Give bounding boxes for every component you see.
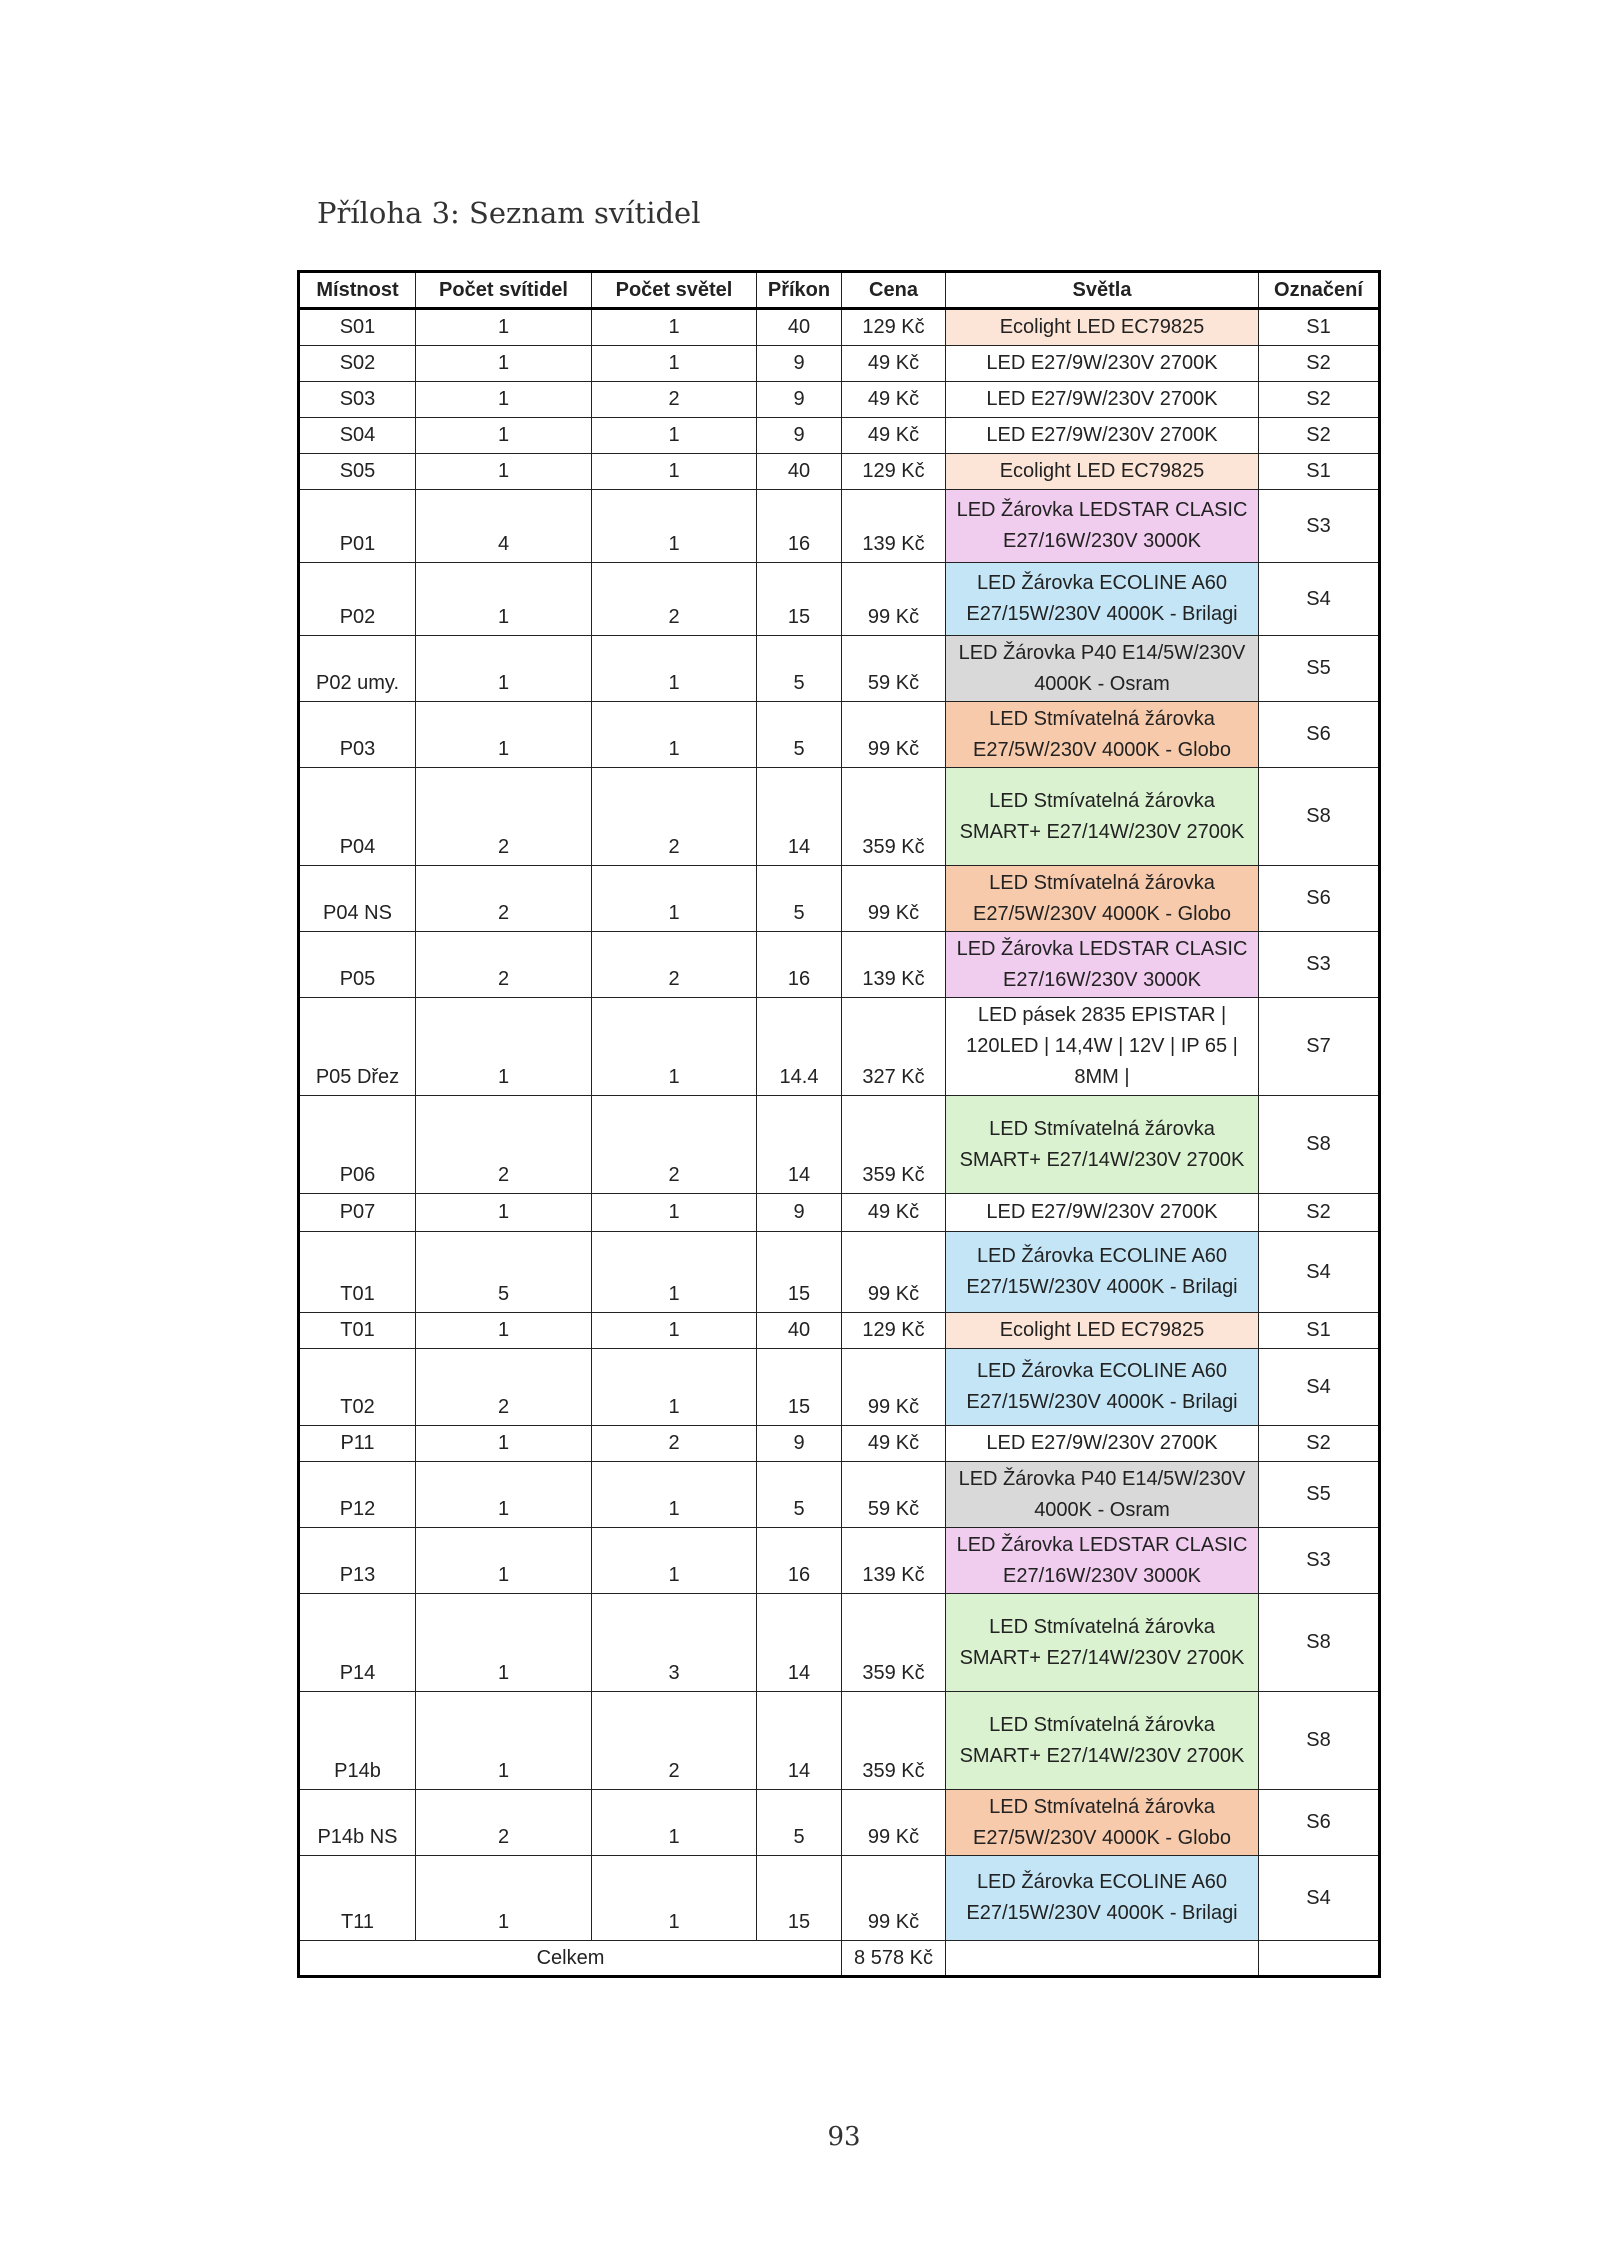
light-type-cell: LED Stmívatelná žárovka E27/5W/230V 4000K - Globo xyxy=(946,702,1259,768)
light-type-cell: LED Žárovka ECOLINE A60 E27/15W/230V 4000K - Brilagi xyxy=(946,1856,1259,1941)
room-cell: P06 xyxy=(299,1096,416,1194)
power-cell: 9 xyxy=(757,1426,842,1462)
designation-cell: S2 xyxy=(1259,346,1380,382)
fixtures-cell: 1 xyxy=(416,1856,592,1941)
lights-cell: 1 xyxy=(592,1232,757,1313)
power-cell: 14 xyxy=(757,1594,842,1692)
designation-cell: S1 xyxy=(1259,454,1380,490)
room-cell: P13 xyxy=(299,1528,416,1594)
price-cell: 59 Kč xyxy=(842,636,946,702)
room-cell: P14b NS xyxy=(299,1790,416,1856)
table-row xyxy=(299,636,1380,702)
room-cell: P05 xyxy=(299,932,416,998)
price-cell: 139 Kč xyxy=(842,490,946,563)
price-cell: 99 Kč xyxy=(842,1856,946,1941)
fixtures-cell: 1 xyxy=(416,1594,592,1692)
price-cell: 49 Kč xyxy=(842,346,946,382)
room-cell: S03 xyxy=(299,382,416,418)
light-type-cell: LED Žárovka LEDSTAR CLASIC E27/16W/230V 3000K xyxy=(946,1528,1259,1594)
table-row xyxy=(299,1462,1380,1528)
light-type-cell: Ecolight LED EC79825 xyxy=(946,309,1259,346)
lights-cell: 1 xyxy=(592,1194,757,1232)
fixtures-cell: 1 xyxy=(416,382,592,418)
lights-cell: 3 xyxy=(592,1594,757,1692)
light-type-cell: LED Žárovka ECOLINE A60 E27/15W/230V 4000K - Brilagi xyxy=(946,1232,1259,1313)
header-fixtures: Počet svítidel xyxy=(416,272,592,309)
room-cell: P05 Dřez xyxy=(299,998,416,1096)
total-row xyxy=(299,1941,1380,1977)
luminaire-table xyxy=(297,270,1381,1978)
power-cell: 5 xyxy=(757,636,842,702)
price-cell: 99 Kč xyxy=(842,1349,946,1426)
lights-cell: 1 xyxy=(592,1528,757,1594)
power-cell: 40 xyxy=(757,309,842,346)
table-row xyxy=(299,346,1380,382)
price-cell: 99 Kč xyxy=(842,563,946,636)
designation-cell: S1 xyxy=(1259,1313,1380,1349)
table-row xyxy=(299,490,1380,563)
fixtures-cell: 1 xyxy=(416,309,592,346)
light-type-cell: LED E27/9W/230V 2700K xyxy=(946,382,1259,418)
designation-cell: S2 xyxy=(1259,1426,1380,1462)
light-type-cell: Ecolight LED EC79825 xyxy=(946,454,1259,490)
light-type-cell: LED Stmívatelná žárovka E27/5W/230V 4000K - Globo xyxy=(946,866,1259,932)
table-row xyxy=(299,1349,1380,1426)
designation-cell: S8 xyxy=(1259,1692,1380,1790)
fixtures-cell: 1 xyxy=(416,1426,592,1462)
total-empty xyxy=(946,1941,1259,1977)
price-cell: 129 Kč xyxy=(842,1313,946,1349)
lights-cell: 2 xyxy=(592,563,757,636)
room-cell: P01 xyxy=(299,490,416,563)
room-cell: S02 xyxy=(299,346,416,382)
fixtures-cell: 1 xyxy=(416,998,592,1096)
light-type-cell: LED Žárovka LEDSTAR CLASIC E27/16W/230V 3000K xyxy=(946,932,1259,998)
lights-cell: 2 xyxy=(592,1096,757,1194)
price-cell: 59 Kč xyxy=(842,1462,946,1528)
designation-cell: S4 xyxy=(1259,563,1380,636)
fixtures-cell: 1 xyxy=(416,636,592,702)
table-row xyxy=(299,768,1380,866)
lights-cell: 1 xyxy=(592,1462,757,1528)
designation-cell: S7 xyxy=(1259,998,1380,1096)
lights-cell: 2 xyxy=(592,1426,757,1462)
lights-cell: 1 xyxy=(592,346,757,382)
room-cell: P03 xyxy=(299,702,416,768)
designation-cell: S6 xyxy=(1259,1790,1380,1856)
room-cell: S01 xyxy=(299,309,416,346)
lights-cell: 1 xyxy=(592,636,757,702)
power-cell: 16 xyxy=(757,932,842,998)
price-cell: 99 Kč xyxy=(842,1790,946,1856)
lights-cell: 1 xyxy=(592,998,757,1096)
lights-cell: 1 xyxy=(592,454,757,490)
fixtures-cell: 1 xyxy=(416,346,592,382)
fixtures-cell: 2 xyxy=(416,932,592,998)
room-cell: P07 xyxy=(299,1194,416,1232)
power-cell: 16 xyxy=(757,1528,842,1594)
fixtures-cell: 2 xyxy=(416,866,592,932)
room-cell: P02 umy. xyxy=(299,636,416,702)
designation-cell: S8 xyxy=(1259,1096,1380,1194)
power-cell: 15 xyxy=(757,563,842,636)
lights-cell: 1 xyxy=(592,418,757,454)
designation-cell: S3 xyxy=(1259,1528,1380,1594)
room-cell: P04 xyxy=(299,768,416,866)
lights-cell: 1 xyxy=(592,866,757,932)
lights-cell: 2 xyxy=(592,768,757,866)
light-type-cell: LED Žárovka P40 E14/5W/230V 4000K - Osram xyxy=(946,1462,1259,1528)
fixtures-cell: 1 xyxy=(416,1194,592,1232)
fixtures-cell: 2 xyxy=(416,1349,592,1426)
price-cell: 99 Kč xyxy=(842,1232,946,1313)
table-row xyxy=(299,866,1380,932)
room-cell: P04 NS xyxy=(299,866,416,932)
power-cell: 9 xyxy=(757,1194,842,1232)
light-type-cell: LED Stmívatelná žárovka E27/5W/230V 4000K - Globo xyxy=(946,1790,1259,1856)
price-cell: 49 Kč xyxy=(842,1426,946,1462)
designation-cell: S6 xyxy=(1259,866,1380,932)
power-cell: 14.4 xyxy=(757,998,842,1096)
room-cell: P11 xyxy=(299,1426,416,1462)
light-type-cell: LED Stmívatelná žárovka SMART+ E27/14W/230V 2700K xyxy=(946,1594,1259,1692)
designation-cell: S5 xyxy=(1259,1462,1380,1528)
fixtures-cell: 4 xyxy=(416,490,592,563)
power-cell: 9 xyxy=(757,382,842,418)
fixtures-cell: 1 xyxy=(416,454,592,490)
light-type-cell: LED Žárovka P40 E14/5W/230V 4000K - Osram xyxy=(946,636,1259,702)
header-light-type: Světla xyxy=(946,272,1259,309)
header-price: Cena xyxy=(842,272,946,309)
power-cell: 9 xyxy=(757,346,842,382)
designation-cell: S8 xyxy=(1259,768,1380,866)
light-type-cell: LED Stmívatelná žárovka SMART+ E27/14W/230V 2700K xyxy=(946,1096,1259,1194)
power-cell: 5 xyxy=(757,702,842,768)
lights-cell: 2 xyxy=(592,1692,757,1790)
table-row xyxy=(299,998,1380,1096)
designation-cell: S2 xyxy=(1259,382,1380,418)
price-cell: 359 Kč xyxy=(842,1096,946,1194)
price-cell: 99 Kč xyxy=(842,866,946,932)
lights-cell: 2 xyxy=(592,382,757,418)
designation-cell: S3 xyxy=(1259,932,1380,998)
fixtures-cell: 2 xyxy=(416,768,592,866)
total-empty xyxy=(1259,1941,1380,1977)
power-cell: 5 xyxy=(757,1790,842,1856)
table-row xyxy=(299,1528,1380,1594)
total-price: 8 578 Kč xyxy=(842,1941,946,1977)
light-type-cell: LED Stmívatelná žárovka SMART+ E27/14W/230V 2700K xyxy=(946,768,1259,866)
power-cell: 14 xyxy=(757,1096,842,1194)
designation-cell: S5 xyxy=(1259,636,1380,702)
price-cell: 359 Kč xyxy=(842,1692,946,1790)
designation-cell: S4 xyxy=(1259,1349,1380,1426)
table-row xyxy=(299,1194,1380,1232)
power-cell: 5 xyxy=(757,866,842,932)
light-type-cell: LED pásek 2835 EPISTAR | 120LED | 14,4W | 12V | IP 65 | 8MM | xyxy=(946,998,1259,1096)
page-title: Příloha 3: Seznam svítidel xyxy=(317,196,701,230)
table-row xyxy=(299,454,1380,490)
power-cell: 5 xyxy=(757,1462,842,1528)
fixtures-cell: 2 xyxy=(416,1096,592,1194)
price-cell: 327 Kč xyxy=(842,998,946,1096)
table-row xyxy=(299,932,1380,998)
price-cell: 359 Kč xyxy=(842,1594,946,1692)
table-row xyxy=(299,1692,1380,1790)
power-cell: 40 xyxy=(757,1313,842,1349)
lights-cell: 2 xyxy=(592,932,757,998)
table-row xyxy=(299,563,1380,636)
header-designation: Označení xyxy=(1259,272,1380,309)
light-type-cell: LED Žárovka ECOLINE A60 E27/15W/230V 4000K - Brilagi xyxy=(946,563,1259,636)
light-type-cell: LED E27/9W/230V 2700K xyxy=(946,346,1259,382)
room-cell: P02 xyxy=(299,563,416,636)
light-type-cell: Ecolight LED EC79825 xyxy=(946,1313,1259,1349)
price-cell: 49 Kč xyxy=(842,382,946,418)
lights-cell: 1 xyxy=(592,702,757,768)
room-cell: P14b xyxy=(299,1692,416,1790)
light-type-cell: LED E27/9W/230V 2700K xyxy=(946,418,1259,454)
power-cell: 14 xyxy=(757,1692,842,1790)
table-row xyxy=(299,1856,1380,1941)
light-type-cell: LED E27/9W/230V 2700K xyxy=(946,1426,1259,1462)
fixtures-cell: 1 xyxy=(416,1692,592,1790)
room-cell: S04 xyxy=(299,418,416,454)
fixtures-cell: 1 xyxy=(416,1462,592,1528)
price-cell: 49 Kč xyxy=(842,418,946,454)
table-row xyxy=(299,382,1380,418)
room-cell: P12 xyxy=(299,1462,416,1528)
fixtures-cell: 1 xyxy=(416,1528,592,1594)
fixtures-cell: 1 xyxy=(416,1313,592,1349)
power-cell: 9 xyxy=(757,418,842,454)
table-row xyxy=(299,1426,1380,1462)
room-cell: T11 xyxy=(299,1856,416,1941)
fixtures-cell: 5 xyxy=(416,1232,592,1313)
room-cell: T02 xyxy=(299,1349,416,1426)
price-cell: 139 Kč xyxy=(842,932,946,998)
power-cell: 15 xyxy=(757,1349,842,1426)
fixtures-cell: 2 xyxy=(416,1790,592,1856)
power-cell: 15 xyxy=(757,1856,842,1941)
designation-cell: S4 xyxy=(1259,1232,1380,1313)
light-type-cell: LED Stmívatelná žárovka SMART+ E27/14W/230V 2700K xyxy=(946,1692,1259,1790)
total-label: Celkem xyxy=(299,1941,842,1977)
table-row xyxy=(299,309,1380,346)
fixtures-cell: 1 xyxy=(416,418,592,454)
lights-cell: 1 xyxy=(592,1313,757,1349)
light-type-cell: LED Žárovka LEDSTAR CLASIC E27/16W/230V 3000K xyxy=(946,490,1259,563)
room-cell: P14 xyxy=(299,1594,416,1692)
table-row xyxy=(299,702,1380,768)
header-room: Místnost xyxy=(299,272,416,309)
designation-cell: S2 xyxy=(1259,1194,1380,1232)
lights-cell: 1 xyxy=(592,1856,757,1941)
designation-cell: S6 xyxy=(1259,702,1380,768)
price-cell: 99 Kč xyxy=(842,702,946,768)
table-row xyxy=(299,1790,1380,1856)
light-type-cell: LED Žárovka ECOLINE A60 E27/15W/230V 4000K - Brilagi xyxy=(946,1349,1259,1426)
table-row xyxy=(299,418,1380,454)
price-cell: 129 Kč xyxy=(842,454,946,490)
table-header-row xyxy=(299,272,1380,309)
power-cell: 15 xyxy=(757,1232,842,1313)
header-lights: Počet světel xyxy=(592,272,757,309)
page-number: 93 xyxy=(827,2122,861,2152)
header-power: Příkon xyxy=(757,272,842,309)
price-cell: 139 Kč xyxy=(842,1528,946,1594)
designation-cell: S3 xyxy=(1259,490,1380,563)
power-cell: 16 xyxy=(757,490,842,563)
lights-cell: 1 xyxy=(592,309,757,346)
lights-cell: 1 xyxy=(592,1790,757,1856)
table-row xyxy=(299,1096,1380,1194)
lights-cell: 1 xyxy=(592,490,757,563)
designation-cell: S1 xyxy=(1259,309,1380,346)
fixtures-cell: 1 xyxy=(416,563,592,636)
designation-cell: S2 xyxy=(1259,418,1380,454)
table-row xyxy=(299,1232,1380,1313)
price-cell: 359 Kč xyxy=(842,768,946,866)
lights-cell: 1 xyxy=(592,1349,757,1426)
light-type-cell: LED E27/9W/230V 2700K xyxy=(946,1194,1259,1232)
room-cell: T01 xyxy=(299,1232,416,1313)
room-cell: S05 xyxy=(299,454,416,490)
power-cell: 14 xyxy=(757,768,842,866)
fixtures-cell: 1 xyxy=(416,702,592,768)
designation-cell: S4 xyxy=(1259,1856,1380,1941)
designation-cell: S8 xyxy=(1259,1594,1380,1692)
table-row xyxy=(299,1313,1380,1349)
power-cell: 40 xyxy=(757,454,842,490)
room-cell: T01 xyxy=(299,1313,416,1349)
table-row xyxy=(299,1594,1380,1692)
price-cell: 49 Kč xyxy=(842,1194,946,1232)
price-cell: 129 Kč xyxy=(842,309,946,346)
